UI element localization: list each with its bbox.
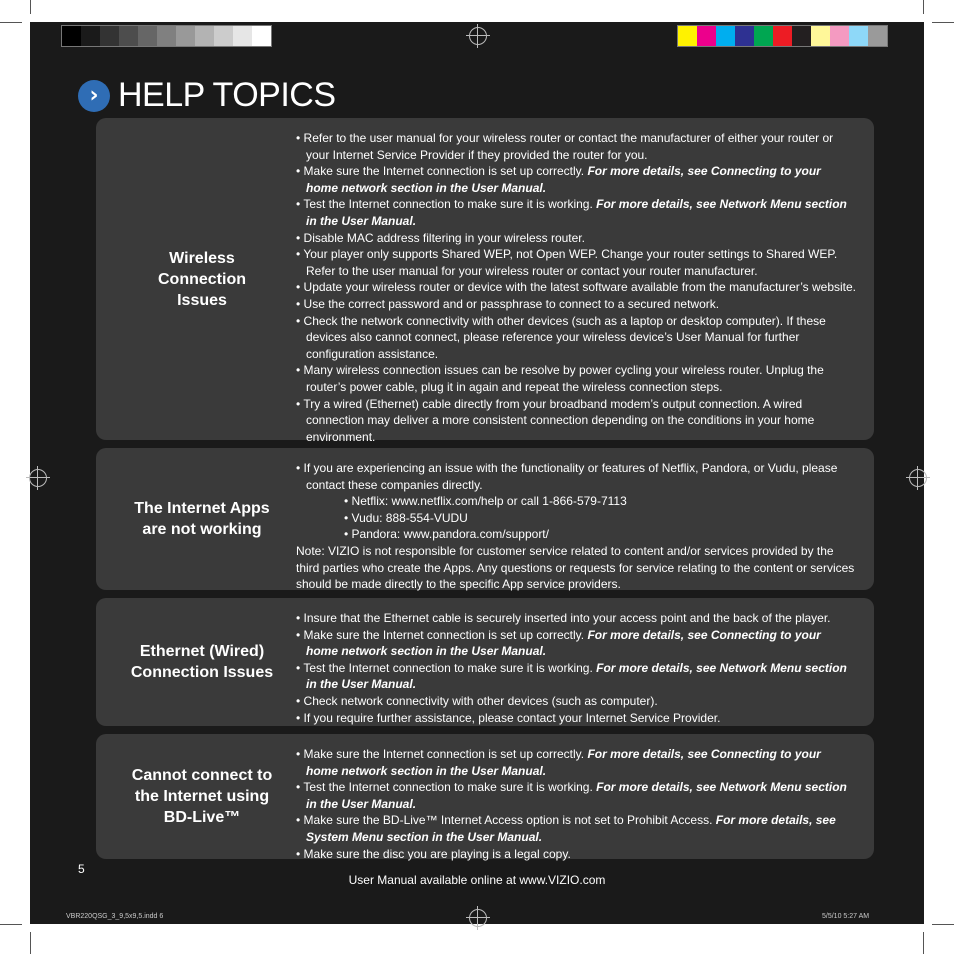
color-swatch [252,26,271,46]
reference-text: For more details, see Network Menu section in the User Manual. [306,780,847,811]
crop-mark [923,932,924,954]
bullet-item [296,812,856,845]
color-swatch [157,26,176,46]
reference-text: For more details, see Connecting to your home network section in the User Manual. [306,164,821,195]
bullet-item [296,693,856,710]
bullet-item [296,779,856,812]
color-swatch [792,26,811,46]
note-text: Note: VIZIO is not responsible for customer service related to content and/or services provided by the third parties who create the Apps. Any questions or requests for service relating to the content or services should be made directly to the specific App service providers. [296,543,855,592]
bullet-text: • Insure that the Ethernet cable is securely inserted into your access point and the back of the player. [296,611,831,625]
section-ethernet [96,598,874,726]
chevron-right-icon: › [78,80,110,112]
section-bd-live [96,734,874,859]
color-swatch [830,26,849,46]
color-swatch [811,26,830,46]
color-swatch [868,26,887,46]
color-swatch [849,26,868,46]
bullet-text: • Check the network connectivity with other devices (such as a laptop or desktop computer). If these devices also cannot connect, please reference your wireless device’s User Manual for further configuration assistance. [296,313,826,361]
registration-mark-icon [29,469,47,487]
section-body [296,610,856,726]
bullet-item [296,362,856,395]
bullet-item [296,710,856,727]
bullet-item [296,246,856,279]
bullet-item [296,610,856,627]
color-swatch [138,26,157,46]
bullet-text: • Try a wired (Ethernet) cable directly from your broadband modem’s output connection. A wired connection may deliver a more consistent connection depending on the conditions in your home environment. [296,396,815,444]
bullet-text: • Use the correct password and or passphrase to connect to a secured network. [296,296,720,311]
footer-url-text: User Manual available online at www.VIZIO.com [348,873,606,887]
date-slug: 5/5/10 5:27 AM [822,913,870,920]
section-wireless [96,118,874,444]
registration-mark-icon [909,469,927,487]
color-swatch [100,26,119,46]
bullet-text: • Make sure the disc you are playing is a legal copy. [296,846,571,861]
process-color-bar [677,25,888,47]
bullet-text: • Many wireless connection issues can be resolve by power cycling your wireless router. Unplug the router’s power cable, plug it in again and repeat the wireless connection steps. [296,363,824,394]
bullet-text: • Make sure the Internet connection is set up correctly. [296,164,588,179]
section-label: The Internet Apps are not working [134,500,270,538]
color-swatch [697,26,716,46]
crop-mark [0,22,22,23]
color-swatch [678,26,697,46]
sub-bullet-item: • Vudu: 888-554-VUDU [344,510,468,525]
color-swatch [754,26,773,46]
color-swatch [233,26,252,46]
bullet-text: • Refer to the user manual for your wireless router or contact the manufacturer of either your router or your Internet Service Provider if they provided the router for you. [296,131,834,162]
color-swatch [214,26,233,46]
bullet-item [296,230,856,247]
bullet-text: • Your player only supports Shared WEP, not Open WEP. Change your router settings to Shared WEP. Refer to the user manual for your wireless router or contact your router manufacturer. [296,247,838,278]
bullet-text: • If you require further assistance, please contact your Internet Service Provider. [296,710,721,725]
crop-mark [923,0,924,14]
bullet-item [296,313,856,363]
bullet-item [296,196,856,229]
section-body [296,130,856,445]
bullet-item [296,130,856,163]
sub-bullet-item: • Netflix: www.netflix.com/help or call 1-866-579-7113 [344,494,627,509]
color-swatch [62,26,81,46]
crop-mark [0,924,22,925]
bullet-text: • Make sure the Internet connection is set up correctly. [296,747,588,761]
bullet-item [296,627,856,660]
section-internet-apps [96,448,874,590]
page-title: HELP TOPICS [118,76,336,114]
bullet-text: • If you are experiencing an issue with the functionality or features of Netflix, Pandora, or Vudu, please contact these companies directly. [296,461,838,492]
reference-text: For more details, see System Menu section in the User Manual. [306,813,836,844]
crop-mark [30,0,31,14]
grayscale-color-bar [61,25,272,47]
section-body [296,746,856,862]
crop-mark [932,924,954,925]
bullet-text: • Test the Internet connection to make sure it is working. [296,197,597,212]
reference-text: For more details, see Network Menu section in the User Manual. [306,197,847,228]
section-label: Cannot connect to the Internet using BD-Live™ [131,767,273,826]
color-swatch [195,26,214,46]
section-label: Wireless Connection Issues [158,249,246,309]
bullet-text: • Make sure the BD-Live™ Internet Access option is not set to Prohibit Access. [296,813,716,828]
bullet-text: • Check network connectivity with other devices (such as computer). [296,693,658,708]
color-swatch [735,26,754,46]
reference-text: For more details, see Connecting to your home network section in the User Manual. [306,627,821,659]
crop-mark [932,22,954,23]
bullet-text: • Test the Internet connection to make sure it is working. [296,660,597,675]
bullet-item [296,279,856,296]
page-heading [78,76,336,115]
bullet-item [296,660,856,693]
color-swatch [773,26,792,46]
bullet-text: • Disable MAC address filtering in your wireless router. [296,230,585,245]
reference-text: For more details, see Network Menu section in the User Manual. [306,660,847,692]
color-swatch [119,26,138,46]
registration-mark-icon [469,909,487,927]
crop-mark [30,932,31,954]
bullet-item [296,746,856,779]
bullet-text: • Make sure the Internet connection is set up correctly. [296,627,588,642]
color-swatch [716,26,735,46]
color-swatch [81,26,100,46]
bullet-text: • Test the Internet connection to make sure it is working. [296,780,597,795]
page-number: 5 [78,862,85,876]
bullet-item [296,163,856,196]
file-slug: VBR220QSG_3_9,5x9,5.indd 6 [66,913,164,920]
section-label: Ethernet (Wired) Connection Issues [130,643,274,681]
section-body [296,460,856,593]
bullet-item [296,396,856,446]
reference-text: For more details, see Connecting to your home network section in the User Manual. [306,747,821,778]
bullet-item [296,296,856,313]
sub-bullet-item: • Pandora: www.pandora.com/support/ [344,527,549,542]
color-swatch [176,26,195,46]
bullet-item [296,846,856,863]
bullet-text: • Update your wireless router or device with the latest software available from the manufacturer’s website. [296,280,857,295]
bullet-item [296,460,856,493]
registration-mark-icon [469,27,487,45]
